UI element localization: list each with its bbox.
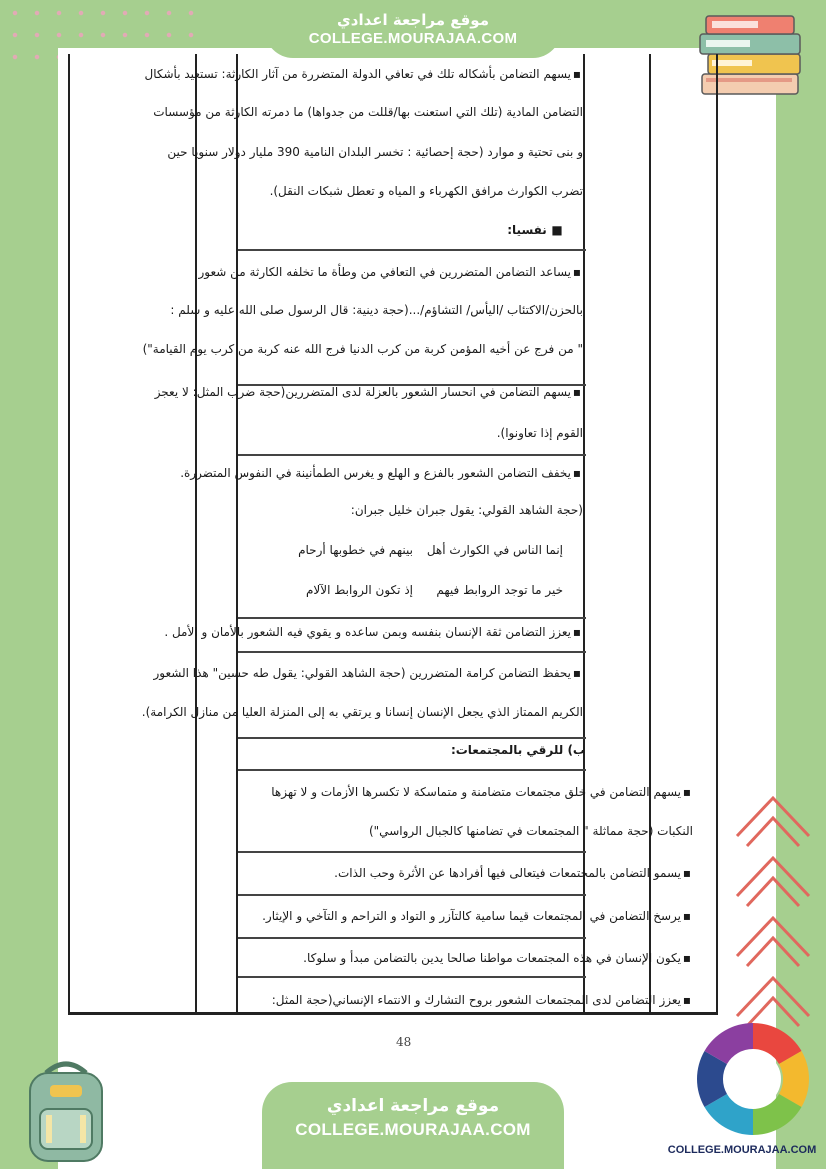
row-separator bbox=[238, 651, 586, 653]
text-line: ▪يساعد التضامن المتضررين في التعافي من وطأة ما تخلفه الكارثة من شعور bbox=[237, 262, 583, 282]
bullet-icon: ▪ bbox=[682, 993, 692, 1007]
row-separator bbox=[238, 976, 586, 978]
poem-verse: بينهم في خطوبها أرحام bbox=[298, 543, 413, 557]
backpack-illustration bbox=[16, 1055, 116, 1165]
text-line: ▪يعزز التضامن لدى المجتمعات الشعور بروح التشارك و الانتماء الإنساني(حجة المثل: bbox=[117, 990, 693, 1010]
bullet-icon: ▪ bbox=[572, 67, 582, 81]
text-line: التضامن المادية (تلك التي استعنت بها/قللت من جدواها) ما دمرته الكارثة من مؤسسات bbox=[153, 105, 583, 119]
text-line: ▪يحفظ التضامن كرامة المتضررين (حجة الشاهد القولي: يقول طه حسين" هذا الشعور bbox=[237, 663, 583, 683]
row-separator bbox=[238, 737, 586, 739]
row-separator bbox=[238, 249, 586, 251]
logo-url-label: COLLEGE.MOURAJAA.COM bbox=[667, 1144, 817, 1156]
bullet-icon: ▪ bbox=[682, 909, 692, 923]
text-line: النكبات (حجة مماثلة " المجتمعات في تضامنها كالجبال الرواسي") bbox=[368, 824, 693, 838]
row-separator bbox=[238, 851, 586, 853]
header-banner bbox=[265, 0, 561, 58]
text-line: ▪يعزز التضامن ثقة الإنسان بنفسه وبمن ساعده و يقوي فيه الشعور بالأمان و الأمل . bbox=[237, 622, 583, 642]
poem-verse: إنما الناس في الكوارث أهل bbox=[426, 543, 563, 557]
bullet-icon: ▪ bbox=[682, 785, 692, 799]
text-line: و بنى تحتية و موارد (حجة إحصائية : تخسر البلدان النامية 390 مليار دولار سنويا حين bbox=[167, 145, 583, 159]
bullet-icon: ▪ bbox=[572, 625, 582, 639]
text-line: ▪يرسخ التضامن في المجتمعات قيما سامية كالتآزر و التواد و التراحم و التآخي و الإيثار. bbox=[117, 906, 693, 926]
footer-banner bbox=[262, 1082, 564, 1169]
bullet-icon: ▪ bbox=[682, 951, 692, 965]
bullet-icon: ▪ bbox=[572, 666, 582, 680]
bullet-icon: ▪ bbox=[572, 265, 582, 279]
bullet-icon: ▪ bbox=[572, 385, 582, 399]
text-line: تضرب الكوارث مرافق الكهرباء و المياه و تعطل شبكات النقل). bbox=[269, 184, 583, 198]
page-number: 48 bbox=[396, 1035, 412, 1049]
chevron-decoration bbox=[733, 790, 813, 1050]
text-line: ▪يسهم التضامن في خلق مجتمعات متضامنة و متماسكة لا تكسرها الأزمات و لا تهزها bbox=[117, 782, 693, 802]
bullet-icon: ■ bbox=[551, 223, 563, 237]
text-line: القوم إذا تعاونوا). bbox=[496, 426, 583, 440]
row-separator bbox=[238, 617, 586, 619]
text-line: ▪يسهم التضامن بأشكاله تلك في تعافي الدولة المتضررة من آثار الكارثة: تستعيد بأشكال bbox=[237, 64, 583, 84]
poem-verse: إذ تكون الروابط الآلام bbox=[305, 583, 413, 597]
text-line: بالحزن/الاكتئاب /اليأس/ التشاؤم/...(حجة دينية: قال الرسول صلى الله عليه و سلم : bbox=[170, 303, 583, 317]
footer-site-url[interactable]: COLLEGE.MOURAJAA.COM bbox=[295, 1120, 531, 1139]
row-separator bbox=[238, 937, 586, 939]
row-separator bbox=[238, 769, 586, 771]
text-line: ▪يخفف التضامن الشعور بالفزع و الهلع و يغرس الطمأنينة في النفوس المتضررة. bbox=[237, 463, 583, 483]
header-site-url[interactable]: COLLEGE.MOURAJAA.COM bbox=[308, 30, 518, 47]
bullet-icon: ▪ bbox=[572, 466, 582, 480]
row-separator bbox=[238, 894, 586, 896]
footer-site-name: موقع مراجعة اعدادي bbox=[326, 1096, 500, 1116]
sub-heading: ■ نفسيا: bbox=[237, 220, 563, 240]
text-line: ▪يسهم التضامن في انحسار الشعور بالعزلة لدى المتضررين(حجة ضرب المثل: لا يعجز bbox=[237, 382, 583, 402]
text-line: (حجة الشاهد القولي: يقول جبران خليل جبران: bbox=[350, 503, 583, 517]
row-separator bbox=[238, 454, 586, 456]
header-site-name: موقع مراجعة اعدادي bbox=[337, 11, 489, 29]
section-heading: ب) للرقي بالمجتمعات: bbox=[450, 743, 585, 757]
poem-verse: خير ما توجد الروابط فيهم bbox=[436, 583, 563, 597]
text-line: " من فرج عن أخيه المؤمن كربة من كرب الدنيا فرج الله عنه كربة من كرب يوم القيامة") bbox=[142, 342, 583, 356]
bullet-icon: ▪ bbox=[682, 866, 692, 880]
text-line: ▪يسمو التضامن بالمجتمعات فيتعالى فيها أفرادها عن الأثرة وحب الذات. bbox=[117, 863, 693, 883]
text-line: الكريم الممتاز الذي يجعل الإنسان إنسانا و يرتقي به إلى المنزلة العليا من منازل الكرامة). bbox=[141, 705, 583, 719]
site-logo-icon bbox=[694, 1020, 812, 1138]
text-line: ▪يكون الإنسان في هذه المجتمعات مواطنا صالحا يدين بالتضامن مبدأ و سلوكا. bbox=[117, 948, 693, 968]
